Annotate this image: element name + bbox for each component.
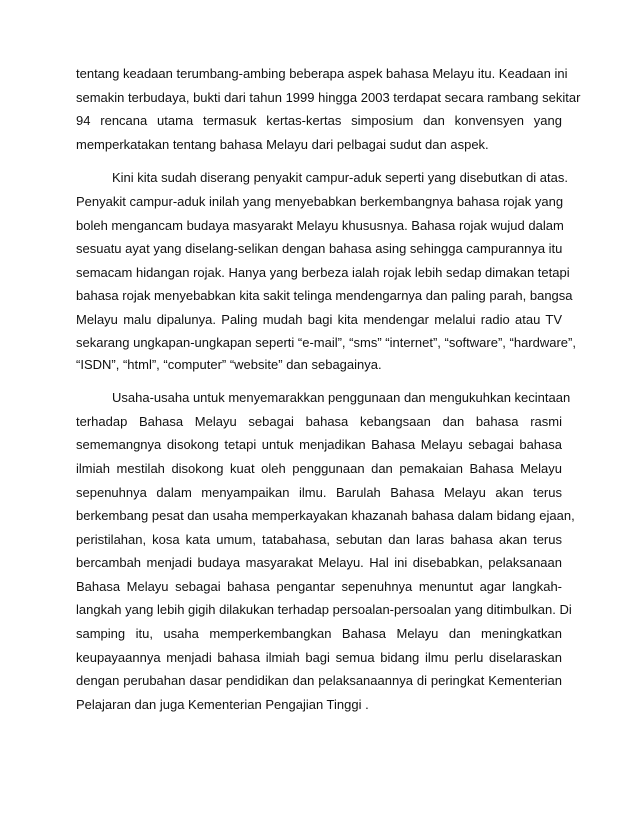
text-line: Bahasa Melayu sebagai bahasa pengantar sepenuhnya menuntut agar langkah-: [76, 578, 562, 594]
text-line: sesuatu ayat yang diselang-selikan dengan bahasa asing sehingga campurannya itu: [76, 241, 563, 257]
text-line: samping itu, usaha memperkembangkan Bahasa Melayu dan meningkatkan: [76, 626, 562, 642]
text-line: Pelajaran dan juga Kementerian Pengajian Tinggi .: [76, 696, 369, 712]
text-line: ilmiah mestilah disokong kuat oleh penggunaan dan pemakaian Bahasa Melayu: [76, 460, 562, 476]
paragraph-2: [76, 166, 576, 376]
text-line: langkah yang lebih gigih dilakukan terhadap persoalan-persoalan yang ditimbulkan. Di: [76, 602, 572, 618]
text-line: Usaha-usaha untuk menyemarakkan penggunaan dan mengukuhkan kecintaan: [112, 390, 571, 406]
text-line: sememangnya disokong tetapi untuk menjadikan Bahasa Melayu sebagai bahasa: [76, 437, 562, 453]
text-line: semakin terbudaya, bukti dari tahun 1999 hingga 2003 terdapat secara rambang sekitar: [76, 89, 581, 105]
paragraph-3: [76, 386, 575, 716]
text-line: dengan perubahan dasar pendidikan dan pelaksanaannya di peringkat Kementerian: [76, 673, 562, 689]
text-line: bahasa rojak menyebabkan kita sakit telinga mendengarnya dan paling parah, bangsa: [76, 288, 573, 304]
text-line: semacam hidangan rojak. Hanya yang berbeza ialah rojak lebih sedap dimakan tetapi: [76, 264, 570, 280]
text-line: “ISDN”, “html”, “computer” “website” dan sebagainya.: [76, 356, 382, 372]
text-line: sepenuhnya dalam menyampaikan ilmu. Barulah Bahasa Melayu akan terus: [76, 484, 562, 500]
text-line: Kini kita sudah diserang penyakit campur-aduk seperti yang disebutkan di atas.: [112, 170, 568, 186]
text-line: keupayaannya menjadi bahasa ilmiah bagi semua bidang ilmu perlu diselaraskan: [76, 649, 562, 665]
text-line: memperkatakan tentang bahasa Melayu dari pelbagai sudut dan aspek.: [76, 136, 489, 152]
paragraph-1: [76, 62, 581, 156]
text-line: berkembang pesat dan usaha memperkayakan khazanah bahasa dalam bidang ejaan,: [76, 508, 575, 524]
text-line: bercambah menjadi budaya masyarakat Melayu. Hal ini disebabkan, pelaksanaan: [76, 555, 562, 571]
text-line: boleh mengancam budaya masyarakt Melayu khususnya. Bahasa rojak wujud dalam: [76, 217, 564, 233]
text-line: tentang keadaan terumbang-ambing beberapa aspek bahasa Melayu itu. Keadaan ini: [76, 66, 568, 81]
text-line: 94 rencana utama termasuk kertas-kertas simposium dan konvensyen yang: [76, 113, 562, 129]
text-line: Penyakit campur-aduk inilah yang menyebabkan berkembangnya bahasa rojak yang: [76, 193, 564, 209]
text-line: peristilahan, kosa kata umum, tatabahasa, sebutan dan laras bahasa akan terus: [76, 531, 562, 547]
text-line: sekarang ungkapan-ungkapan seperti “e-mail”, “sms” “internet”, “software”, “hardware”,: [76, 334, 576, 350]
text-line: terhadap Bahasa Melayu sebagai bahasa kebangsaan dan bahasa rasmi: [76, 413, 562, 429]
text-line: Melayu malu dipalunya. Paling mudah bagi kita mendengar melalui radio atau TV: [76, 311, 562, 327]
document-page: [76, 62, 581, 716]
